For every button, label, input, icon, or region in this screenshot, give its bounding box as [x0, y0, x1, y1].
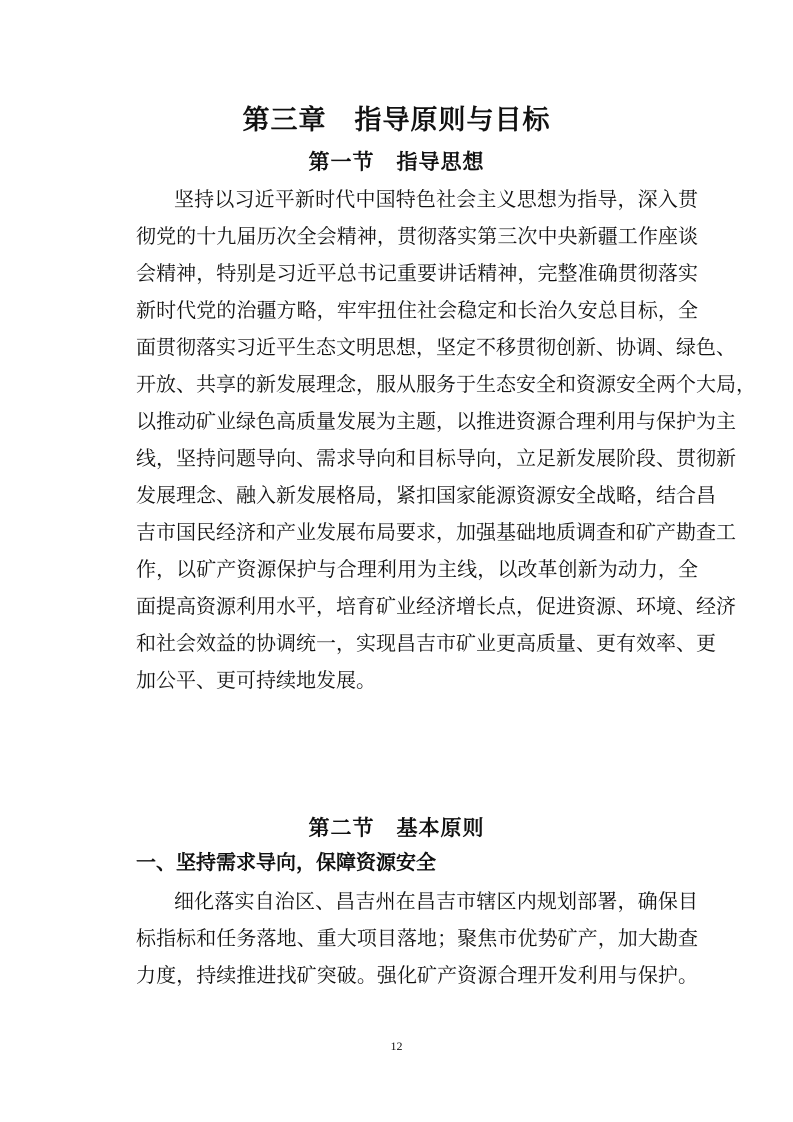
- paragraph-line: 标指标和任务落地、重大项目落地；聚焦市优势矿产，加大勘查: [136, 926, 698, 950]
- paragraph-line: 面贯彻落实习近平生态文明思想，坚定不移贯彻创新、协调、绿色、: [136, 335, 736, 359]
- section-title-guiding-ideology: 第一节 指导思想: [308, 150, 485, 174]
- paragraph-line: 开放、共享的新发展理念，服从服务于生态安全和资源安全两个大局，: [136, 372, 756, 396]
- paragraph-line: 加公平、更可持续地发展。: [136, 668, 376, 692]
- paragraph-line: 面提高资源利用水平，培育矿业经济增长点，促进资源、环境、经济: [136, 594, 736, 618]
- principle-subheading: 一、坚持需求导向，保障资源安全: [136, 850, 436, 874]
- paragraph-line: 坚持以习近平新时代中国特色社会主义思想为指导，深入贯: [174, 187, 698, 211]
- section-title-basic-principles: 第二节 基本原则: [308, 816, 485, 840]
- basic-principles-paragraph: [136, 883, 698, 994]
- paragraph-line: 线，坚持问题导向、需求导向和目标导向，立足新发展阶段、贯彻新: [136, 446, 736, 470]
- paragraph-line: 吉市国民经济和产业发展布局要求，加强基础地质调查和矿产勘查工: [136, 520, 736, 544]
- paragraph-line: 会精神，特别是习近平总书记重要讲话精神，完整准确贯彻落实: [136, 261, 698, 285]
- paragraph-line: 新时代党的治疆方略，牢牢扭住社会稳定和长治久安总目标，全: [136, 298, 698, 322]
- paragraph-line: 以推动矿业绿色高质量发展为主题，以推进资源合理利用与保护为主: [136, 409, 736, 433]
- page-number: 12: [390, 1039, 403, 1053]
- chapter-title: 第三章 指导原则与目标: [242, 105, 551, 136]
- paragraph-line: 发展理念、融入新发展格局，紧扣国家能源资源安全战略，结合昌: [136, 483, 716, 507]
- guiding-ideology-paragraph: [136, 181, 756, 699]
- paragraph-line: 和社会效益的协调统一，实现昌吉市矿业更高质量、更有效率、更: [136, 631, 716, 655]
- paragraph-line: 彻党的十九届历次全会精神，贯彻落实第三次中央新疆工作座谈: [136, 224, 698, 248]
- paragraph-line: 作，以矿产资源保护与合理利用为主线，以改革创新为动力，全: [136, 557, 698, 581]
- paragraph-line: 力度，持续推进找矿突破。强化矿产资源合理开发利用与保护。: [136, 963, 698, 987]
- paragraph-line: 细化落实自治区、昌吉州在昌吉市辖区内规划部署，确保目: [174, 889, 698, 913]
